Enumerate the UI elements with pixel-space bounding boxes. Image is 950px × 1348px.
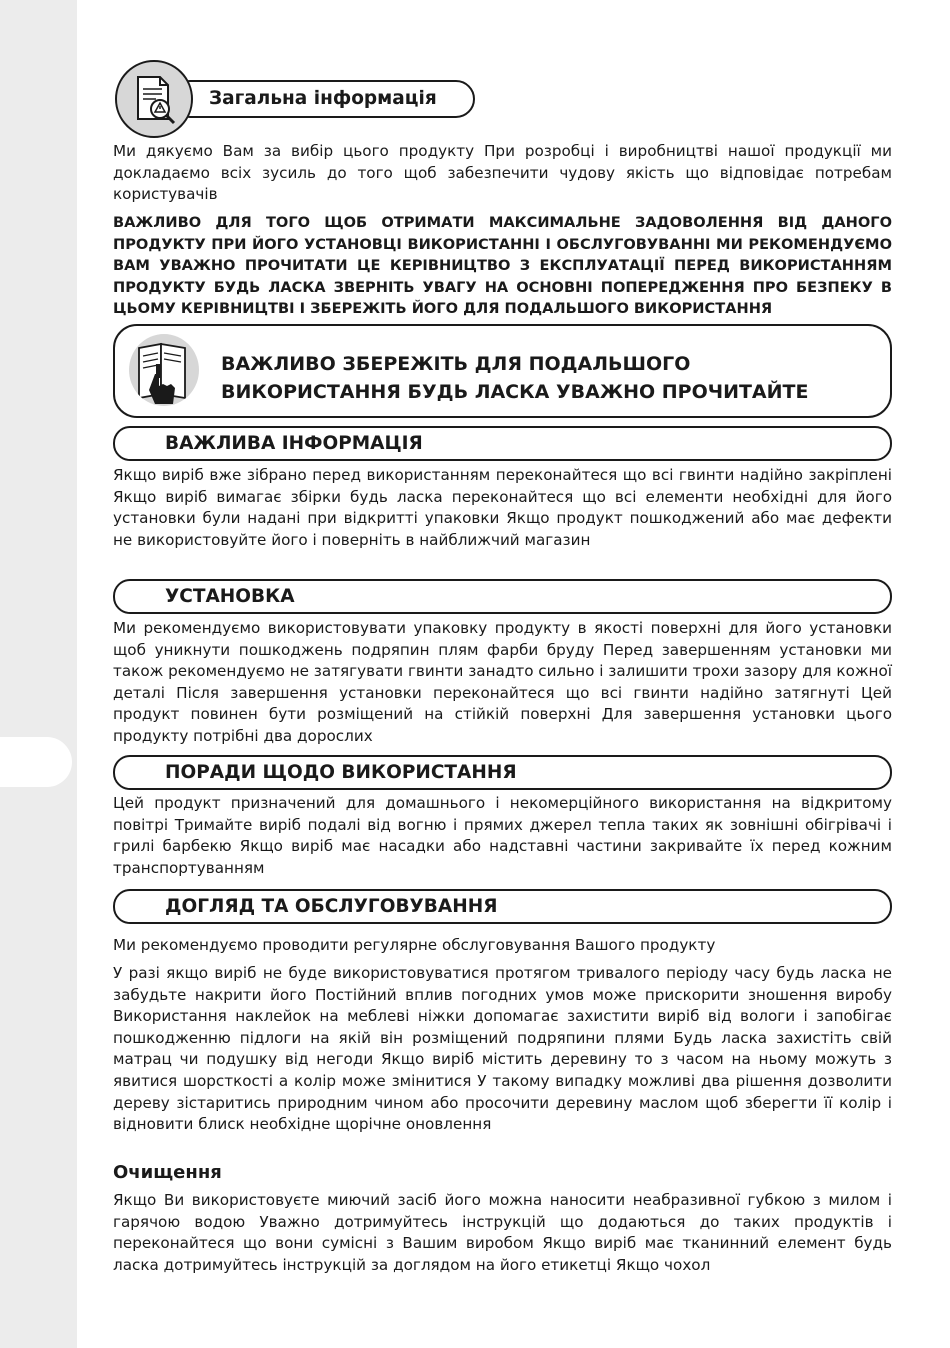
usage-tips-text: Цей продукт призначений для домашнього і некомерційного використання на відкритому повітрі Тримайте виріб подалі від вогню і прямих джерел тепла таких як зовнішні обігрівачі і грилі барбекю Якщо виріб має насадки або надставні частини закривайте їх перед кожним транспортуванням (113, 794, 892, 877)
section-title: УСТАНОВКА (165, 586, 295, 607)
cleaning-text: Якщо Ви використовуєте миючий засіб його можна наносити неабразивної губкою з милом і гарячою водою Уважно дотримуйтесь інструкцій що додаються до таких продуктів і переконайтеся що вони сумісні з Вашим виробом Якщо виріб має тканинний елемент будь ласка дотримуйтесь інструкцій за доглядом на його етикетці Якщо чохол (113, 1191, 892, 1274)
section-title: ВАЖЛИВА ІНФОРМАЦІЯ (165, 433, 423, 454)
manual-hand-icon (129, 334, 199, 406)
general-intro-text: Ми дякуємо Вам за вибір цього продукту При розробці і виробництві нашої продукції ми докладаємо всіх зусиль до того щоб забезпечити чудову якість що відповідає потребам користувачів (113, 142, 892, 204)
left-margin-strip (0, 0, 77, 1348)
general-info-title: Загальна інформація (209, 88, 437, 109)
section-header-installation (113, 579, 892, 614)
cleaning-block (113, 1190, 892, 1276)
save-notice-box (113, 324, 892, 418)
important-info-block (113, 465, 892, 551)
save-notice-line-1: ВАЖЛИВО ЗБЕРЕЖІТЬ ДЛЯ ПОДАЛЬШОГО (221, 353, 691, 375)
section-header-important-info (113, 426, 892, 461)
cleaning-title: Очищення (113, 1162, 222, 1183)
side-tab (0, 737, 72, 787)
section-title: ПОРАДИ ЩОДО ВИКОРИСТАННЯ (165, 762, 517, 783)
important-info-text: Якщо виріб вже зібрано перед використанням переконайтеся що всі гвинти надійно закріплені Якщо виріб вимагає збірки будь ласка переконайтеся що всі елементи необхідні для його установки були надані при відкритті упаковки Якщо продукт пошкоджений або має дефекти не використовуйте його і поверніть в найближчий магазин (113, 466, 892, 549)
section-header-usage-tips (113, 755, 892, 790)
care-text-1: Ми рекомендуємо проводити регулярне обслуговування Вашого продукту (113, 936, 716, 954)
general-important-block (113, 212, 892, 320)
usage-tips-block (113, 793, 892, 879)
general-info-header (113, 60, 478, 140)
document-warning-icon (115, 60, 193, 138)
general-intro-block (113, 141, 892, 206)
care-block-2 (113, 963, 892, 1136)
installation-block (113, 618, 892, 748)
care-block-1 (113, 935, 892, 957)
section-header-care (113, 889, 892, 924)
care-text-2: У разі якщо виріб не буде використовуватися протягом тривалого періоду часу будь ласка не забудьте накрити його Постійний вплив погодних умов може прискорити зношення виробу Використання наклейок на меблеві ніжки допомагає захистити виріб від вологи і запобігає пошкодженню підлоги на якій він розміщений подряпини плями Будь ласка захистіть свій матрац чи подушку від негоди Якщо виріб містить деревину то з часом на ньому можуть з явитися шорсткості а колір може змінитися У такому випадку можливі два рішення дозволити дереву зістаритись природним чином або просочити деревину маслом щоб зберегти її колір і відновити блиск необхідне щорічне оновлення (113, 964, 892, 1134)
section-title: ДОГЛЯД ТА ОБСЛУГОВУВАННЯ (165, 896, 498, 917)
save-notice-text (221, 350, 808, 406)
general-important-text: ВАЖЛИВО ДЛЯ ТОГО ЩОБ ОТРИМАТИ МАКСИМАЛЬНЕ ЗАДОВОЛЕННЯ ВІД ДАНОГО ПРОДУКТУ ПРИ ЙОГО УСТАНОВЦІ ВИКОРИСТАННІ І ОБСЛУГОВУВАННІ МИ РЕКОМЕНДУЄМО ВАМ УВАЖНО ПРОЧИТАТИ ЦЕ КЕРІВНИЦТВО З ЕКСПЛУАТАЦІЇ ПЕРЕД ВИКОРИСТАННЯМ ПРОДУКТУ БУДЬ ЛАСКА ЗВЕРНІТЬ УВАГУ НА ОСНОВНІ ПОПЕРЕДЖЕННЯ ПРО БЕЗПЕКУ В ЦЬОМУ КЕРІВНИЦТВІ І ЗБЕРЕЖІТЬ ЙОГО ДЛЯ ПОДАЛЬШОГО ВИКОРИСТАННЯ (113, 214, 892, 318)
installation-text: Ми рекомендуємо використовувати упаковку продукту в якості поверхні для його установки щоб уникнути пошкоджень подряпин плям фарби бруду Перед завершенням установки ми також рекомендуємо не затягувати гвинти занадто сильно і залишити трохи зазору для кожної деталі Після завершення установки переконайтеся що всі гвинти надійно затягнуті Цей продукт повинен бути розміщений на стійкій поверхні Для завершення установки цього продукту потрібні два дорослих (113, 619, 892, 745)
save-notice-line-2: ВИКОРИСТАННЯ БУДЬ ЛАСКА УВАЖНО ПРОЧИТАЙТЕ (221, 381, 809, 403)
